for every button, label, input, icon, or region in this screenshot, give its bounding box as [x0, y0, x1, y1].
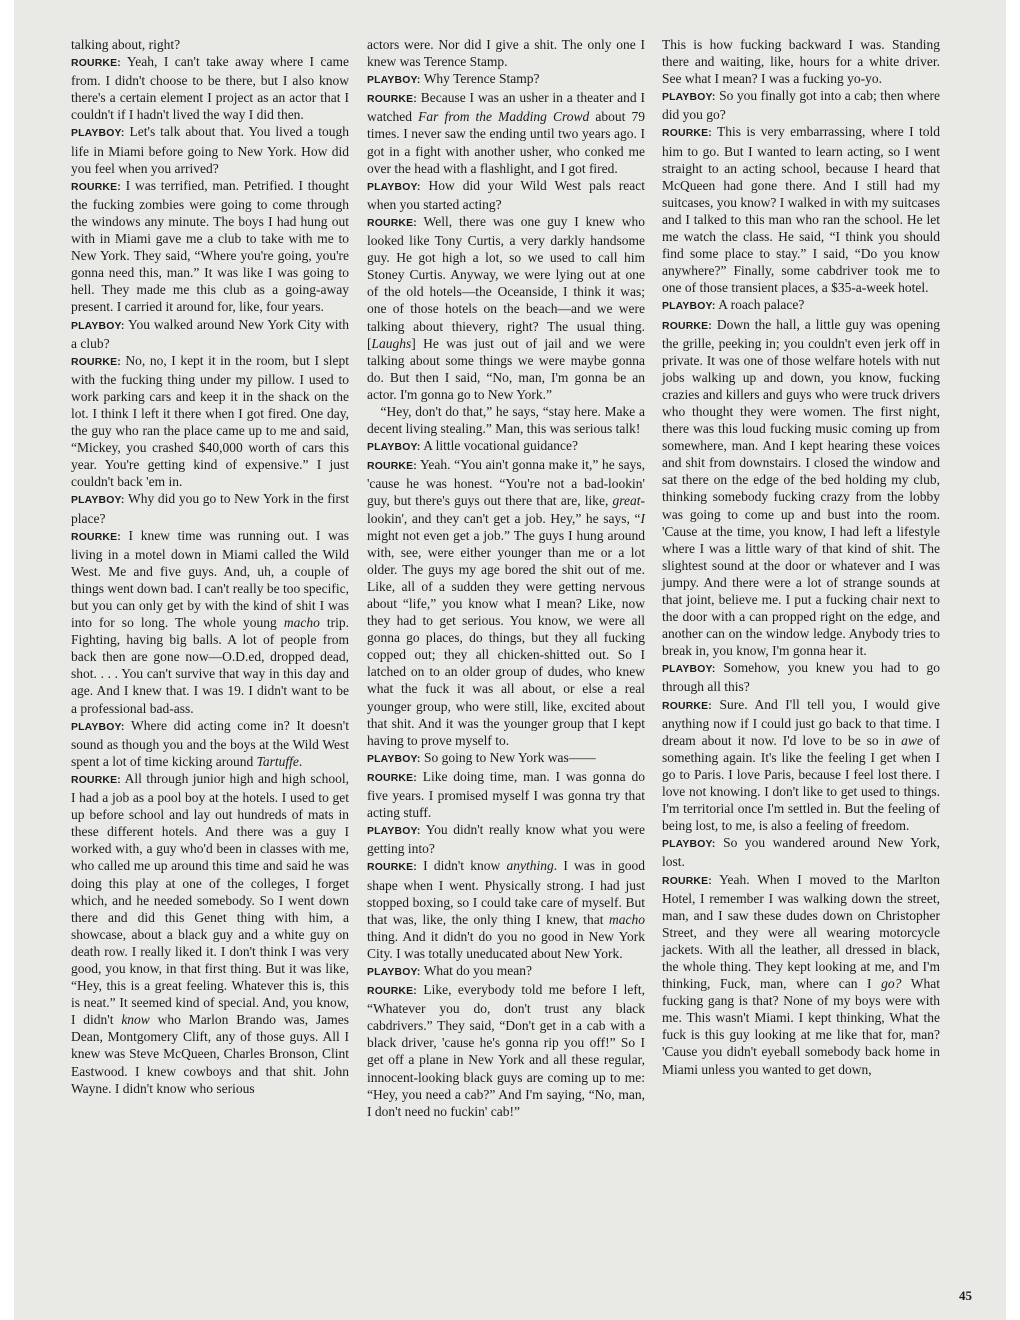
body-text: of something again. It's like the feeling I get when I go to Paris. I love Paris, because I feel lost there. I love not knowing. I don't like to get used to things. I'm territorial once I'm settled in. But the feeling of being lost, to me, is also a feeling of freedom. [662, 732, 940, 834]
paragraph [71, 53, 349, 123]
body-text: “Hey, don't do that,” he says, “stay here. Make a decent living stealing.” Man, this was serious talk! [367, 403, 645, 437]
body-text: about 79 times. I never saw the ending until two years ago. I got in a fight with another usher, who conked me over the head with a flashlight, and I got fired. [367, 109, 645, 176]
body-text: trip. Fighting, having big balls. A lot of people from back then are gone now—O.D.ed, dropped dead, shot. . . . You can't survive that way in this day and age. And I knew that. I was 19. I didn't want to be a professional bad-ass. [71, 615, 349, 716]
paragraph [662, 87, 940, 123]
italic-text: know [121, 1012, 150, 1028]
body-text: Somehow, you knew you had to go through all this? [662, 660, 940, 695]
italic-text: Tartuffe [256, 753, 299, 769]
speaker-label: PLAYBOY: [71, 721, 125, 733]
speaker-label: PLAYBOY: [367, 753, 421, 765]
speaker-label: PLAYBOY: [662, 664, 716, 676]
body-text: What do you mean? [420, 962, 533, 978]
speaker-label: ROURKE: [71, 531, 121, 543]
speaker-label: ROURKE: [71, 181, 121, 193]
speaker-label: ROURKE: [71, 356, 121, 368]
paragraph [71, 352, 349, 491]
speaker-label: PLAYBOY: [71, 495, 125, 507]
speaker-label: PLAYBOY: [662, 92, 716, 104]
body-text: might not even get a job.” The guys I hung around with, see, were either younger than me or a lot older. The guys my age bored the shit out of me. Like, all of a sudden they were getting nervous about “life,” you know what I mean? Like, now they had to get serious. You know, we were all gonna go places, do things, but they all fucking copped out; they all chicken-shitted out. So I latched on to an older group of dudes, who knew what the fuck it was all about, or else a real younger group, who were still, like, excited about that shit. And it was the younger group that I kept having to prove myself to. [367, 527, 645, 748]
paragraph [367, 403, 645, 437]
speaker-label: PLAYBOY: [662, 839, 716, 851]
italic-text: macho [609, 911, 645, 927]
body-text: Why did you go to New York in the first place? [71, 491, 349, 526]
page-number: 45 [959, 1288, 972, 1303]
paragraph [367, 456, 645, 749]
body-text: talking about, right? [71, 37, 181, 52]
body-text: actors were. Nor did I give a shit. The only one I knew was Terence Stamp. [367, 37, 645, 70]
paragraph [367, 857, 645, 962]
italic-text: awe [901, 732, 923, 748]
body-text: I knew time was running out. I was living in a motel down in Miami called the Wild West. Me and five guys. And, uh, a couple of things went down bad. I can't really be too specific, but you can only get by with the kind of shit I was into for so long. The whole young [71, 527, 349, 631]
paragraph [662, 316, 940, 660]
speaker-label: PLAYBOY: [367, 442, 421, 454]
body-text: So you finally got into a cab; then where did you go? [662, 88, 940, 123]
paragraph [367, 768, 645, 821]
speaker-label: ROURKE: [367, 217, 417, 229]
speaker-label: ROURKE: [662, 320, 712, 332]
italic-text: Far from the Madding Crowd [418, 109, 590, 125]
speaker-label: PLAYBOY: [367, 75, 421, 87]
body-text: A roach palace? [715, 297, 805, 313]
body-text: You didn't really know what you were getting into? [367, 822, 645, 857]
body-text: Let's talk about that. You lived a tough life in Miami before going to New York. How did you feel when you arrived? [71, 124, 349, 176]
paragraph [71, 717, 349, 770]
body-text: Why Terence Stamp? [420, 71, 540, 87]
body-text: A little vocational guidance? [420, 438, 579, 454]
paragraph [367, 177, 645, 213]
body-text: thing. And it didn't do you no good in New York City. I was totally uneducated about New York. [367, 928, 645, 961]
body-text: Yeah. “You ain't gonna make it,” he says, 'cause he was honest. “You're not a bad-lookin' guy, but there's guys out there that are, like, [367, 457, 645, 509]
body-text: Down the hall, a little guy was opening the grille, peeking in; you couldn't even jerk off in private. It was one of those welfare hotels with nut jobs walking up and down, you know, fucking crazies and killers and guys who were truck drivers who thought they were women. The first night, there was this loud fucking music coming up from somewhere, man. And I kept hearing these voices and shit from downstairs. I closed the window and sat there on the edge of the bed holding my club, thinking somebody fucking crazy from the lobby was going to come up and bust into the room. 'Cause at the time, you know, I had left a lifestyle where I was a little wary of that kind of shit. The slightest sound at the door or whatever and I was jumpy. And there were a lot of strange sounds at that joint, believe me. I put a fucking chair next to the door with a can propped right on the edge, and another can on the window ledge. Anybody tries to break in, you know, I'm gonna hear it. [662, 316, 940, 659]
speaker-label: ROURKE: [662, 700, 712, 712]
paragraph [367, 437, 645, 456]
paragraph [71, 36, 349, 53]
speaker-label: ROURKE: [662, 875, 712, 887]
body-text: This is very embarrassing, where I told him to go. But I wanted to learn acting, so I went straight to an acting school, because I heard that McQueen had gone there. And I still had my suitcases, you know? I walked in with my suitcases and I talked to this man who ran the school. He let me watch the class. He said, “I think you should find some place to stay.” I said, “Do you know anywhere?” Finally, some cabdriver took me to one of those transient places, a $35-a-week hotel. [662, 124, 940, 296]
body-text: who Marlon Brando was, James Dean, Montgomery Clift, any of those guys. All I knew was Steve McQueen, Charles Bronson, Clint Eastwood. I knew cowboys and that shit. John Wayne. I didn't know who serious [71, 1012, 349, 1096]
paragraph [662, 123, 940, 296]
paragraph [71, 490, 349, 526]
speaker-label: ROURKE: [367, 772, 417, 784]
paragraph [367, 821, 645, 857]
speaker-label: PLAYBOY: [367, 181, 421, 193]
paragraph [71, 770, 349, 1097]
body-text: So going to New York was—— [420, 749, 596, 765]
speaker-label: PLAYBOY: [367, 966, 421, 978]
body-text: Like, everybody told me before I left, “Whatever you do, don't trust any black cabdrivers.” They said, “Don't get in a cab with a black driver, 'cause he's gonna rip you off!” So I get off a plane in New York and all these regular, innocent-looking black guys are coming up to me: “Hey, you need a cab?” And I'm saying, “No, man, I don't need no fuckin' cab!” [367, 982, 645, 1119]
body-text: . I was in good shape when I went. Physically strong. I had just stopped boxing, so I could take care of myself. But that was, like, the only thing I knew, that [367, 858, 645, 927]
body-text: Yeah. When I moved to the Marlton Hotel, I remember I was walking down the street, man, and I saw these dudes down on Christopher Street, and they were all wearing motorcycle jackets. With all the leather, all dressed in black, the whole thing. They kept looking at me, and I'm thinking, Fuck, man, where can I [662, 871, 940, 992]
speaker-label: ROURKE: [71, 58, 121, 70]
paragraph [367, 962, 645, 981]
italic-text: I [640, 510, 645, 526]
speaker-label: ROURKE: [71, 774, 121, 786]
body-text: This is how fucking backward I was. Standing there and waiting, like, hours for a white driver. See what I mean? I was a fucking yo-yo. [662, 37, 940, 87]
body-text: So you wandered around New York, lost. [662, 835, 940, 870]
paragraph [367, 213, 645, 403]
paragraph [662, 659, 940, 695]
text-column-3 [662, 36, 940, 1078]
paragraph [662, 834, 940, 870]
body-text: I didn't know [416, 858, 507, 874]
body-text: You walked around New York City with a club? [71, 316, 349, 351]
body-text: Because I was an usher in a theater and I watched [367, 90, 645, 125]
body-text: I was terrified, man. Petrified. I thought the fucking zombies were going to come through the windows any minute. The boys I had hung out with in Miami gave me a club to take with me to New York. They said, “Where you're going, you're gonna need this, man.” It was like I was going to hell. They made me this club as a going-away present. I carried it around for, like, four years. [71, 177, 349, 315]
body-text: . [298, 753, 303, 769]
text-column-1 [71, 36, 349, 1097]
paragraph [71, 527, 349, 717]
speaker-label: PLAYBOY: [71, 320, 125, 332]
paragraph [367, 36, 645, 70]
body-text: All through junior high and high school, I had a job as a pool boy at the hotels. I used to get up before school and lay out hundreds of mats in these different hotels. And there was a guy I worked with, a guy who'd been in classes with me, who called me up around this time and said he was doing this play at one of the colleges, I forget which, and he needed somebody. So I went down there and did this Genet thing with him, a showcase, about a black guy and a white guy on death row. I really liked it. I don't think I was very good, you know, in that first thing. But it was like, “Hey, this is a great feeling. Whatever this is, this is neat.” It seemed kind of special. And, you know, I didn't [71, 770, 349, 1028]
paragraph [662, 36, 940, 87]
paragraph [367, 89, 645, 176]
paragraph [367, 981, 645, 1120]
body-text: No, no, I kept it in the room, but I slept with the fucking thing under my pillow. I used to work parking cars and keep it in the shack on the lot. I think I left it there when I got fired. One day, the guy who ran the place came up to me and said, “Mickey, you crashed $40,000 worth of cars this year. You're getting kind of expensive.” I just couldn't back 'em in. [71, 352, 349, 490]
paragraph [662, 696, 940, 835]
speaker-label: PLAYBOY: [71, 128, 125, 140]
paragraph [71, 123, 349, 176]
body-text: What fucking gang is that? None of my boys were with me. This wasn't Miami. I kept thinking, What the fuck is this guy looking at me like that for, man? 'Cause you didn't eyeball somebody back home in Miami unless you wanted to get down, [662, 976, 940, 1077]
paragraph [662, 871, 940, 1078]
body-text: Like doing time, man. I was gonna do five years. I promised myself I was gonna try that acting stuff. [367, 768, 645, 821]
body-text: -lookin', and they can't get a job. Hey,” he says, “ [367, 493, 645, 526]
italic-text: Laughs [371, 335, 412, 351]
paragraph [71, 177, 349, 316]
italic-text: macho [283, 615, 320, 631]
italic-text: great [612, 493, 641, 509]
body-text: How did your Wild West pals react when you started acting? [367, 177, 645, 212]
text-column-2 [367, 36, 645, 1120]
speaker-label: ROURKE: [367, 461, 417, 473]
paragraph [662, 296, 940, 315]
body-text: Where did acting come in? It doesn't sound as though you and the boys at the Wild West spent a lot of time kicking around [71, 717, 349, 769]
speaker-label: PLAYBOY: [367, 826, 421, 838]
speaker-label: PLAYBOY: [662, 301, 716, 313]
speaker-label: ROURKE: [367, 94, 417, 106]
body-text: ] He was just out of jail and we were talking about some things we were maybe gonna do. But then I said, “No, man, I'm gonna be an actor. I'm gonna go to New York.” [367, 335, 645, 402]
paragraph [71, 316, 349, 352]
italic-text: go? [881, 976, 902, 992]
paragraph [367, 70, 645, 89]
body-text: Sure. And I'll tell you, I would give anything now if I could just go back to that time. I dream about it now. I'd love to be so in [662, 696, 940, 748]
italic-text: anything [506, 858, 554, 874]
speaker-label: ROURKE: [662, 128, 712, 140]
body-text: Well, there was one guy I knew who looked like Tony Curtis, a very darkly handsome guy. He got high a lot, so we used to call him Stoney Curtis. Anyway, we were lying out at one of the old hotels—the Oceanside, I think it was; one of those hotels on the beach—and we were talking about thievery, right? The usual thing. [ [367, 213, 645, 351]
body-text: Yeah, I can't take away where I came from. I didn't choose to be there, but I also know there's a certain element I project as an actor that I couldn't if I hadn't lived the way I did then. [71, 54, 349, 123]
magazine-page [14, 0, 1006, 1320]
speaker-label: ROURKE: [367, 986, 417, 998]
paragraph [367, 749, 645, 768]
speaker-label: ROURKE: [367, 862, 417, 874]
